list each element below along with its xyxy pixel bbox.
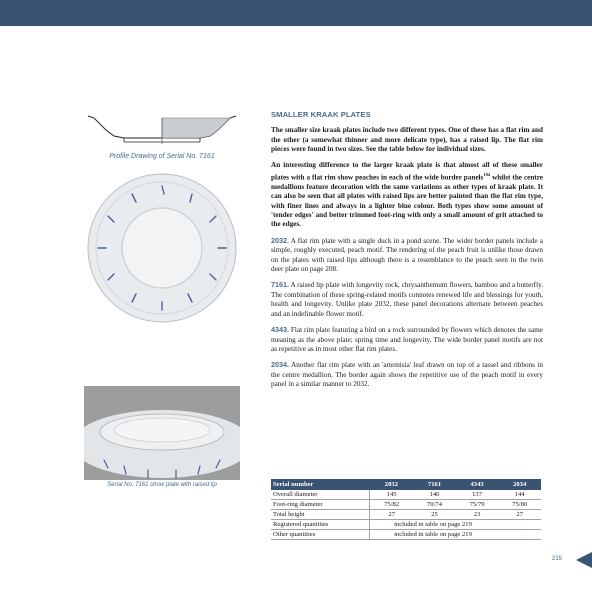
- corner-marker: [576, 552, 592, 568]
- article-column: [271, 110, 543, 396]
- footnote-ref: 104: [483, 172, 491, 178]
- table-cell: 75/79: [456, 500, 499, 510]
- header-cell: 4343: [456, 479, 499, 490]
- entry-text: A raised lip plate with longevity rock, chrysanthemum flowers, bamboo and a butterfly. The combination of these spring-related motifs connotes renewed life and blessings for youth, health and longevity. Unlike plate 2032, these panel decorations alternate between peaches and an indefinable flower motif.: [271, 281, 543, 318]
- entry-text: A flat rim plate with a single duck in a pond scene. The wider border panels include a simple, roughly executed, peach motif. The rendering of the peach fruit is unlike those drawn on the plates with raised lips although there is a resemblance to the peach seen in the twin deer plate on page 208.: [271, 236, 543, 274]
- plate-raised-lip-photo: [84, 386, 240, 480]
- header-cell: 2032: [370, 479, 414, 490]
- top-color-band: [0, 0, 592, 26]
- entry-2034: [271, 360, 543, 389]
- row-label: Other quantities: [271, 530, 370, 540]
- row-label: Foot-ring diameter: [271, 500, 370, 510]
- serial-label: 2032.: [271, 235, 289, 245]
- table-cell: 75/82: [370, 500, 414, 510]
- table-row: [271, 520, 541, 530]
- header-cell: Serial number: [271, 479, 370, 490]
- entry-2032: [271, 236, 543, 275]
- drawing-caption: Profile Drawing of Serial No. 7161: [109, 153, 215, 160]
- serial-label: 7161.: [271, 280, 289, 290]
- table-cell: 27: [498, 510, 541, 520]
- table-cell: 137: [456, 490, 499, 500]
- serial-label: 2034.: [271, 360, 289, 370]
- para2-text-a: An interesting difference to the larger kraak plate is that almost all of these smaller plates with a flat rim show peaches in each of the wide border panels: [271, 160, 543, 182]
- table-cell: 70/74: [413, 500, 456, 510]
- row-label: Registered quantities: [271, 520, 370, 530]
- plate-photo: [84, 172, 240, 324]
- table-cell: 25: [413, 510, 456, 520]
- entry-7161: [271, 280, 543, 319]
- profile-drawing: [84, 108, 240, 150]
- entry-4343: [271, 325, 543, 354]
- table-cell: 140: [413, 490, 456, 500]
- table-cell: 145: [370, 490, 414, 500]
- page-number: 215: [552, 556, 563, 562]
- row-label: Overall diameter: [271, 490, 370, 500]
- table-row: [271, 510, 541, 520]
- table-row: [271, 500, 541, 510]
- sizes-table: [271, 479, 541, 540]
- table-cell: 27: [370, 510, 414, 520]
- para2-text-b: whilst the centre medallions feature decoration with the same variations as other types of kraak plate. It can also be seen that all plates with raised lips are better painted than the flat rim type, with finer lines and always in a lighter blue colour. Both types show some amount of 'tender edges' and better trimmed foot-ring with only a small amount of grit attached to the edges.: [271, 173, 543, 229]
- photo2-caption: Serial No. 7161 show plate with raised lip: [107, 482, 217, 488]
- difference-paragraph: [271, 161, 543, 230]
- header-cell: 2034: [498, 479, 541, 490]
- row-label: Total height: [271, 510, 370, 520]
- entry-text: Flat rim plate featuring a bird on a rock surrounded by flowers which denotes the same meaning as the above plate; spring time and longevity. The wide border panel motifs are not as repetitive as in most other flat rim plates.: [271, 326, 543, 353]
- table-cell: 75/80: [498, 500, 541, 510]
- entry-text: Another flat rim plate with an 'artemisia' leaf drawn on top of a tassel and ribbons in the centre medallion. The border again shows the repetitive use of the peach motif in every panel in a similar manner to 2032.: [271, 361, 543, 389]
- table-row: [271, 490, 541, 500]
- table-cell: 23: [456, 510, 499, 520]
- header-cell: 7161: [413, 479, 456, 490]
- table-cell: included in table on page 219: [370, 520, 541, 530]
- intro-paragraph: The smaller size kraak plates include two different types. One of these has a flat rim and the other (a somewhat thinner and more delicate type), has a raised lip. The flat rim pieces were found in two sizes. See the table below for individual sizes.: [271, 126, 543, 154]
- table-row: [271, 530, 541, 540]
- serial-label: 4343.: [271, 325, 289, 335]
- table-header-row: [271, 479, 541, 490]
- table-cell: 144: [498, 490, 541, 500]
- section-heading: SMALLER KRAAK PLATES: [271, 110, 371, 119]
- table-cell: included in table on page 219: [370, 530, 541, 540]
